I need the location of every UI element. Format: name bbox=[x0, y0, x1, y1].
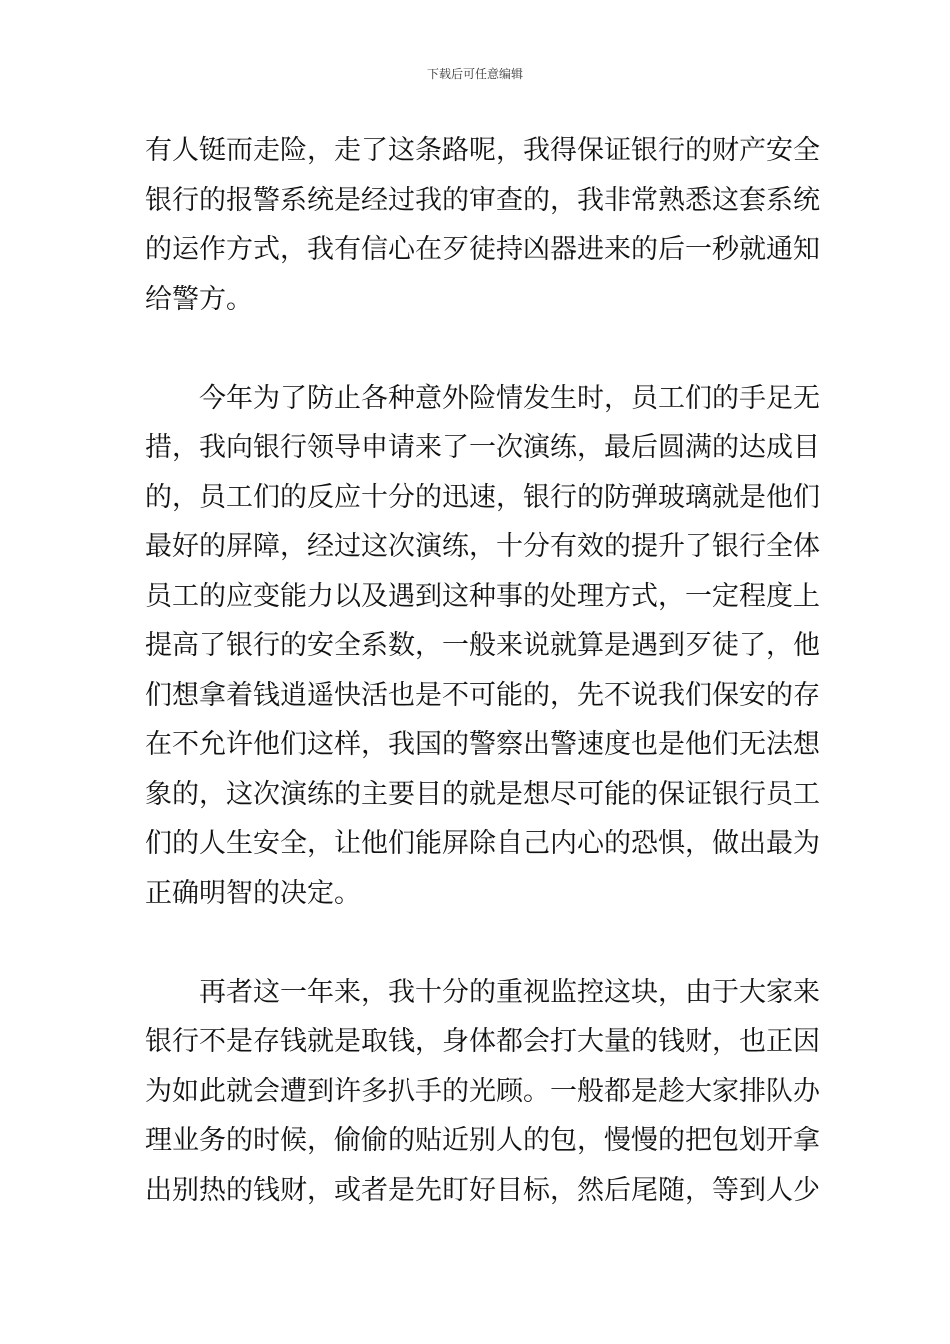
text-line: 在不允许他们这样，我国的警察出警速度也是他们无法想 bbox=[145, 729, 820, 760]
text-line: 员工的应变能力以及遇到这种事的处理方式，一定程度上 bbox=[145, 580, 820, 612]
text-line: 为如此就会遭到许多扒手的光顾。一般都是趁大家排队办 bbox=[145, 1075, 820, 1107]
text-line: 的运作方式，我有信心在歹徒持凶器进来的后一秒就通知 bbox=[145, 234, 820, 265]
text-line: 今年为了防止各种意外险情发生时，员工们的手足无 bbox=[199, 382, 820, 414]
text-line: 象的，这次演练的主要目的就是想尽可能的保证银行员工 bbox=[145, 778, 820, 810]
paragraph-3 bbox=[145, 968, 820, 1216]
text-line: 有人铤而走险，走了这条路呢，我得保证银行的财产安全 bbox=[145, 135, 820, 166]
text-line: 银行的报警系统是经过我的审查的，我非常熟悉这套系统 bbox=[145, 184, 820, 216]
text-line: 出别热的钱财，或者是先盯好目标，然后尾随，等到人少 bbox=[145, 1174, 820, 1206]
text-line: 给警方。 bbox=[145, 283, 253, 315]
text-line: 们想拿着钱逍遥快活也是不可能的，先不说我们保安的存 bbox=[145, 679, 820, 711]
document-body bbox=[145, 126, 820, 1215]
text-line: 措，我向银行领导申请来了一次演练，最后圆满的达成目 bbox=[145, 432, 820, 463]
paragraph-2 bbox=[145, 374, 820, 919]
text-line: 理业务的时候，偷偷的贴近别人的包，慢慢的把包划开拿 bbox=[145, 1125, 820, 1156]
text-line: 们的人生安全，让他们能屏除自己内心的恐惧，做出最为 bbox=[145, 828, 820, 859]
paragraph-1 bbox=[145, 126, 820, 324]
text-line: 再者这一年来，我十分的重视监控这块，由于大家来 bbox=[199, 976, 820, 1008]
text-line: 银行不是存钱就是取钱，身体都会打大量的钱财，也正因 bbox=[145, 1026, 820, 1057]
text-line: 正确明智的决定。 bbox=[145, 877, 361, 909]
page-header: 下载后可任意编辑 bbox=[426, 67, 523, 81]
text-line: 最好的屏障，经过这次演练，十分有效的提升了银行全体 bbox=[145, 531, 820, 562]
text-line: 的，员工们的反应十分的迅速，银行的防弹玻璃就是他们 bbox=[145, 481, 820, 513]
text-line: 提高了银行的安全系数，一般来说就算是遇到歹徒了，他 bbox=[145, 630, 820, 661]
